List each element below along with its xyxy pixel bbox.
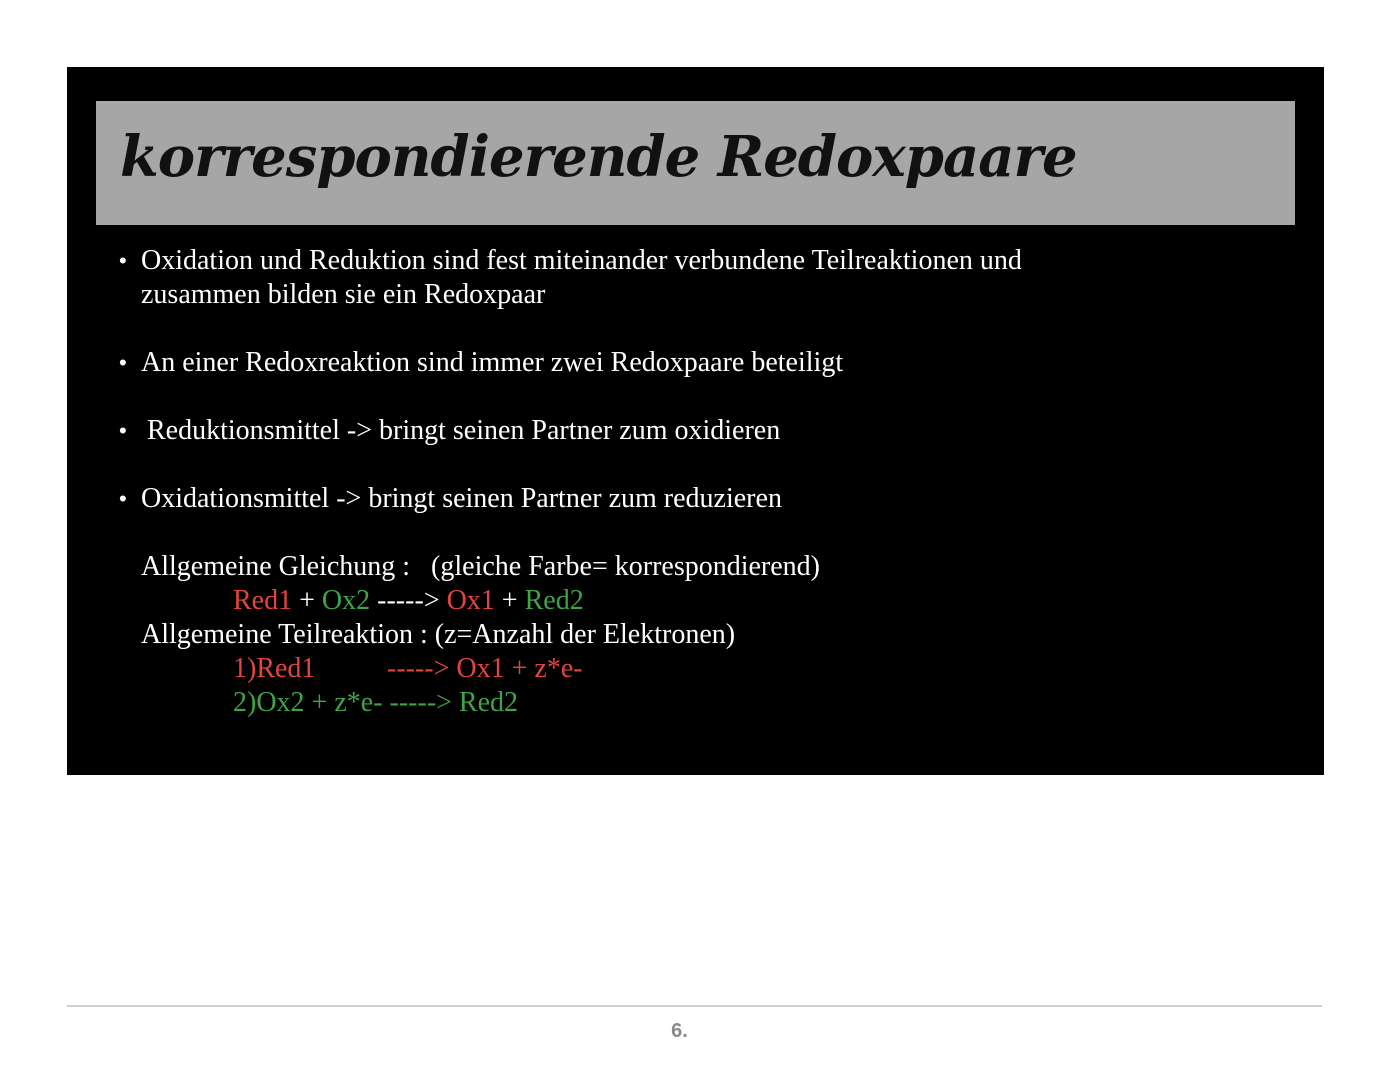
general-equation-heading: Allgemeine Gleichung : (gleiche Farbe= korrespondierend) bbox=[141, 551, 820, 582]
plus-sign: + bbox=[494, 585, 525, 616]
bullet-marker: • bbox=[119, 350, 127, 375]
ox1-term: Ox1 bbox=[446, 585, 495, 616]
bullet-text: Oxidationsmittel -> bringt seinen Partner zum reduzieren bbox=[141, 483, 782, 514]
bullet-text: An einer Redoxreaktion sind immer zwei Redoxpaare beteiligt bbox=[141, 347, 844, 378]
partial-reaction-2: 2)Ox2 + z*e- -----> Red2 bbox=[233, 687, 519, 718]
ox2-term: Ox2 bbox=[321, 585, 371, 616]
footer-divider bbox=[67, 1005, 1322, 1007]
page-number: 6. bbox=[671, 1020, 688, 1042]
partial-reaction-heading: Allgemeine Teilreaktion : (z=Anzahl der Elektronen) bbox=[141, 619, 736, 650]
reaction-arrow: -----> bbox=[370, 585, 447, 616]
red2-term: Red2 bbox=[524, 585, 584, 616]
plus-sign: + bbox=[292, 585, 322, 616]
bullet-text: Reduktionsmittel -> bringt seinen Partner zum oxidieren bbox=[147, 415, 781, 446]
bullet-text-continuation: zusammen bilden sie ein Redoxpaar bbox=[141, 279, 546, 310]
bullet-marker: • bbox=[119, 248, 127, 273]
bullet-text: Oxidation und Reduktion sind fest miteinander verbundene Teilreaktionen und bbox=[141, 245, 1022, 276]
slide-title: korrespondierende Redoxpaare bbox=[120, 124, 1077, 190]
bullet-marker: • bbox=[119, 418, 127, 443]
slide bbox=[67, 67, 1324, 775]
bullet-marker: • bbox=[119, 486, 127, 511]
title-bar bbox=[96, 101, 1295, 225]
general-equation bbox=[233, 584, 584, 618]
partial-reaction-1-right: -----> Ox1 + z*e- bbox=[387, 653, 583, 684]
red1-term: Red1 bbox=[233, 585, 293, 616]
partial-reaction-1-left: 1)Red1 bbox=[233, 653, 316, 684]
